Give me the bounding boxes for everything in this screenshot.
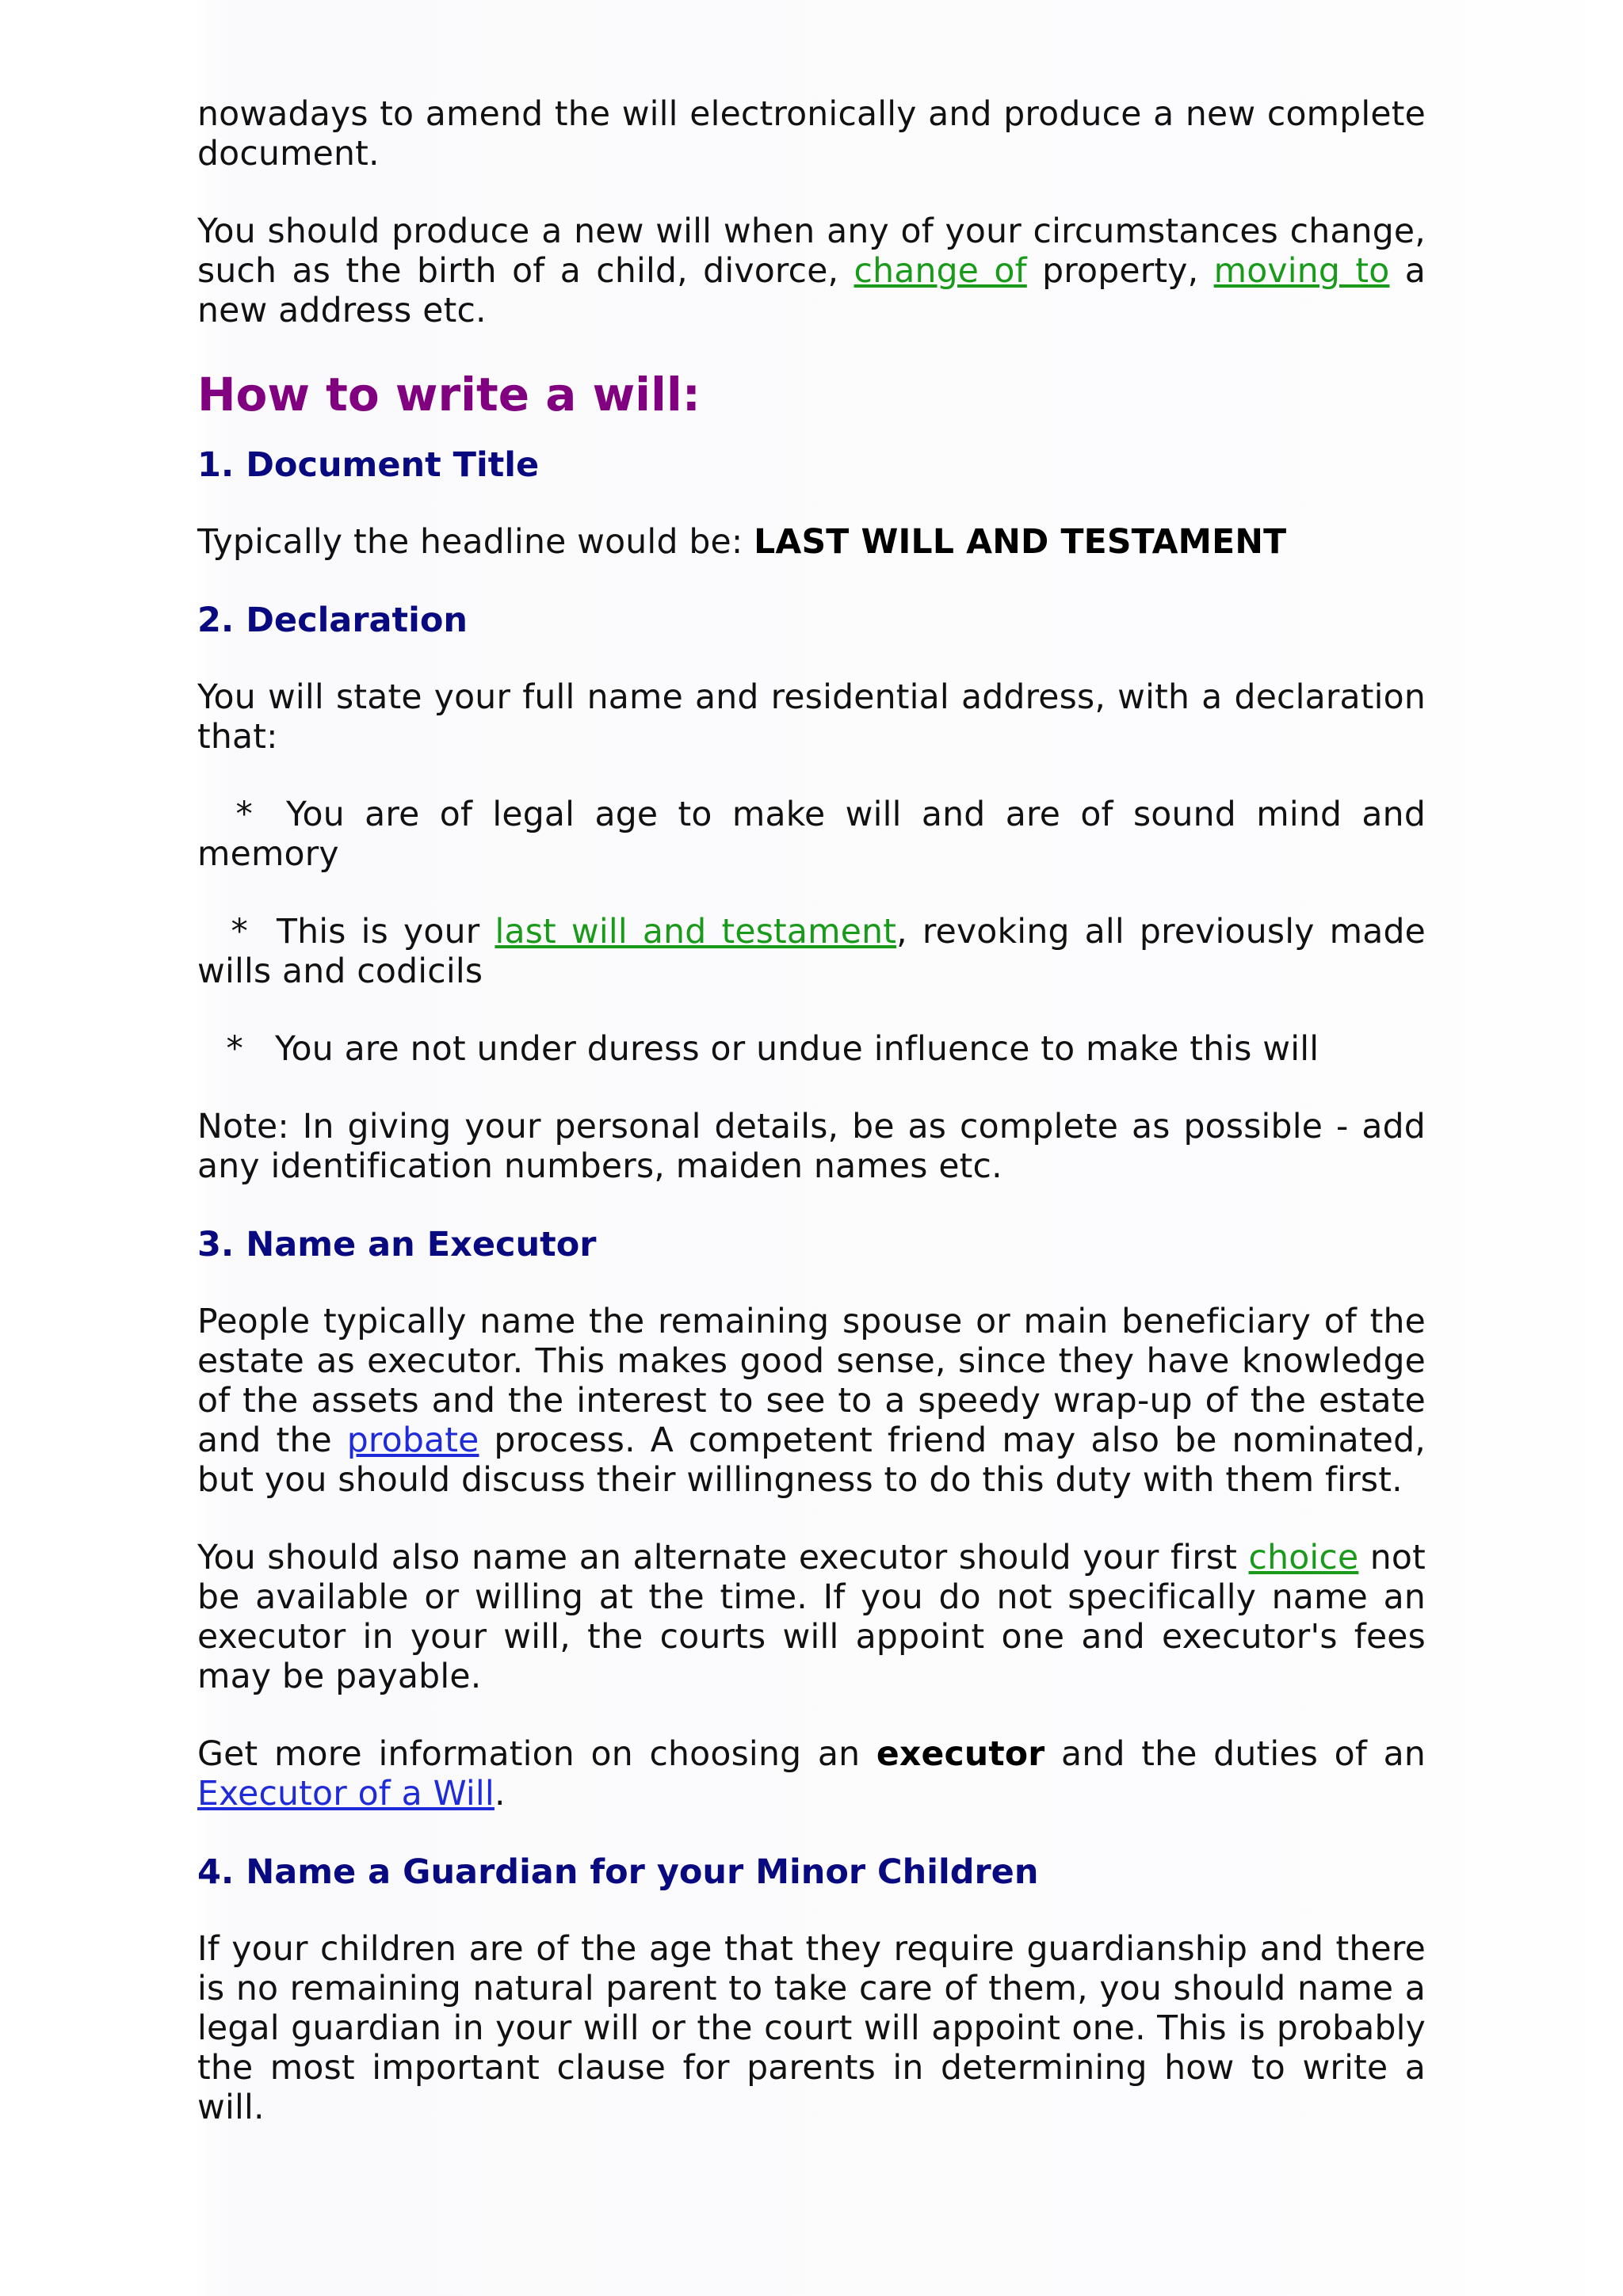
executor-paragraph-3: [197, 1735, 1426, 1814]
section-title-document-title: 1. Document Title: [197, 445, 540, 485]
document-content: [197, 95, 1426, 2128]
text-span: People typically name the remaining spouse or main beneficiary of the estate as executor. This makes good sense, since they have knowledge of the assets and the interest to see to a speedy wrap-up of the estate and the: [197, 1302, 1426, 1460]
probate-link[interactable]: probate: [346, 1421, 479, 1460]
guardian-paragraph: If your children are of the age that they require guardianship and there is no remaining natural parent to take care of them, you should name a legal guardian in your will or the court will appoint one. This is probably the most important clause for parents in determining how to write a will.: [197, 1930, 1426, 2127]
bullet-text: This is your: [277, 913, 495, 952]
executor-paragraph-1: [197, 1302, 1426, 1501]
bold-text: executor: [876, 1735, 1045, 1774]
main-heading: How to write a will:: [197, 368, 701, 421]
declaration-bullet-1: [197, 795, 1426, 875]
text-span: .: [494, 1775, 506, 1814]
section2-text: You will state your full name and residential address, with a declaration that:: [197, 678, 1426, 757]
text-span: You should also name an alternate executor should your first: [197, 1539, 1249, 1577]
intro-paragraph-1: nowadays to amend the will electronically and produce a new complete document.: [197, 95, 1426, 174]
last-will-link[interactable]: last will and testament: [495, 913, 897, 952]
bullet-star: *: [231, 913, 248, 952]
declaration-note: Note: In giving your personal details, be as complete as possible - add any identification numbers, maiden names etc.: [197, 1108, 1426, 1186]
intro-paragraph-2: [197, 212, 1426, 331]
choice-link[interactable]: choice: [1248, 1539, 1359, 1577]
text-span: Typically the headline would be:: [197, 523, 754, 562]
text-span: and the duties of an: [1044, 1735, 1426, 1774]
executor-paragraph-2: [197, 1539, 1426, 1697]
section-title-executor: 3. Name an Executor: [197, 1225, 597, 1264]
executor-of-a-will-link[interactable]: Executor of a Will: [197, 1775, 495, 1814]
bullet-text: You are of legal age to make will and are of sound mind and memory: [197, 795, 1426, 874]
text-span: process. A competent friend may also be nominated, but you should discuss their willingness to do this duty with them first.: [197, 1421, 1426, 1500]
section-title-guardian: 4. Name a Guardian for your Minor Children: [197, 1852, 1039, 1892]
bullet-star: *: [235, 795, 253, 834]
bullet-text: You are not under duress or undue influence to make this will: [275, 1030, 1319, 1069]
text-span: a new address etc.: [197, 252, 1426, 330]
bullet-text: , revoking all previously made wills and codicils: [197, 913, 1426, 991]
declaration-bullet-2: [197, 913, 1426, 992]
bullet-star: *: [226, 1030, 243, 1069]
declaration-bullet-3: [197, 1030, 1426, 1070]
bold-text: LAST WILL AND TESTAMENT: [754, 523, 1287, 562]
text-span: Get more information on choosing an: [197, 1735, 876, 1774]
text-span: not be available or willing at the time. If you do not specifically name an executor in your will, the courts will appoint one and executor's fees may be payable.: [197, 1539, 1426, 1696]
section1-text: [197, 523, 1426, 563]
text-span: property,: [1026, 252, 1214, 291]
change-of-link[interactable]: change of: [854, 252, 1027, 291]
text-span: You should produce a new will when any of your circumstances change, such as the birth of a child, divorce,: [197, 212, 1426, 291]
section-title-declaration: 2. Declaration: [197, 601, 468, 640]
moving-to-link[interactable]: moving to: [1213, 252, 1390, 291]
